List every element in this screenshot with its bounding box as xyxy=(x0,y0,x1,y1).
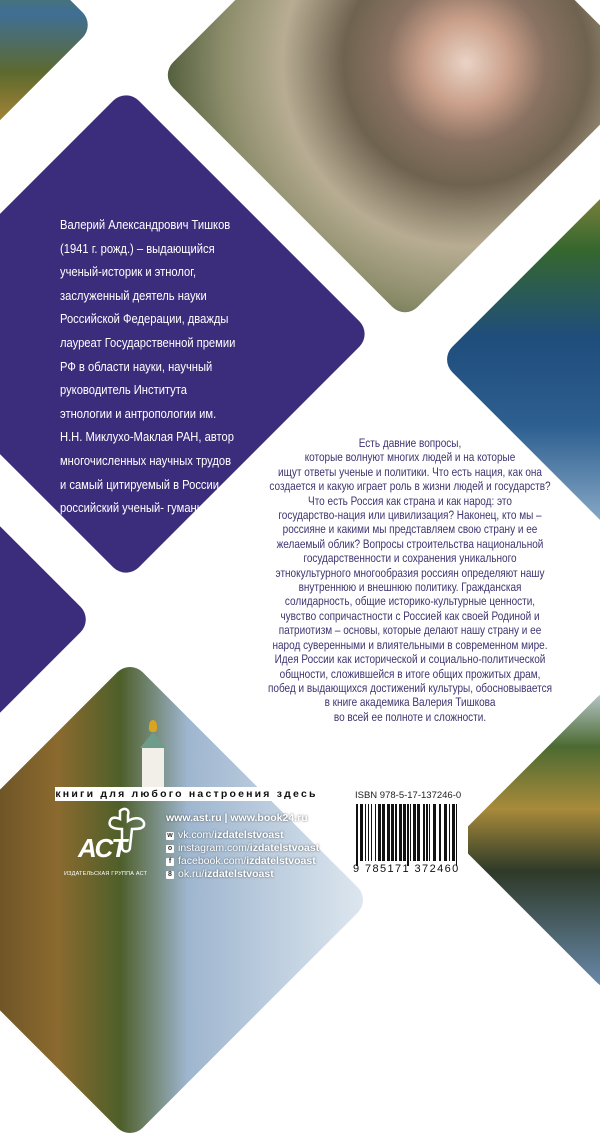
barcode-bars xyxy=(354,804,464,866)
logo-text: АСТ xyxy=(78,833,127,863)
annotation-line: общности, сложившейся в итоге общих прожитых драм, xyxy=(279,666,541,681)
bio-line: ученый-историк и этнолог, xyxy=(60,264,197,280)
link-handle: izdatelstvoast xyxy=(249,842,320,854)
bio-line: Российской Федерации, дважды xyxy=(60,311,229,327)
barcode-bar xyxy=(423,804,425,861)
social-link-ok[interactable] xyxy=(166,868,319,881)
annotation-line: создается и какую играет роль в жизни людей и государств? xyxy=(269,479,551,494)
annotation-line: государство-нация или цивилизация? Наконец, кто мы – xyxy=(278,508,542,523)
annotation-line: солидарность, общие историко-культурные ценности, xyxy=(284,594,536,609)
annotation-line: Идея России как исторической и социально-политической xyxy=(274,652,546,667)
websites-link[interactable]: www.ast.ru | www.book24.ru xyxy=(166,812,308,824)
link-handle: izdatelstvoast xyxy=(204,868,274,880)
barcode-bar xyxy=(365,804,366,861)
isbn-text: ISBN 978-5-17-137246-0 xyxy=(355,790,462,801)
barcode-bar xyxy=(456,804,457,866)
barcode-bar xyxy=(433,804,436,861)
annotation-line: народ суверенными и влиятельными в современном мире. xyxy=(272,637,548,652)
vk-icon: w xyxy=(167,831,173,839)
barcode-bar xyxy=(413,804,416,861)
barcode-bar xyxy=(410,804,411,861)
link-prefix: vk.com/ xyxy=(178,829,215,841)
bio-line: и самый цитируемый в России xyxy=(60,476,220,492)
annotation-line: во всей ее полноте и сложности. xyxy=(333,709,487,724)
annotation-line: государственности и сохранения уникального xyxy=(303,551,517,566)
barcode-bar xyxy=(378,804,381,861)
barcode-bar xyxy=(382,804,385,861)
bio-line: заслуженный деятель науки xyxy=(60,287,207,303)
bio-line: РФ в области науки, научный xyxy=(60,358,213,374)
link-handle: izdatelstvoast xyxy=(246,855,316,867)
barcode-bar xyxy=(429,804,430,861)
barcode-bar xyxy=(403,804,406,861)
logo-subtitle: ИЗДАТЕЛЬСКАЯ ГРУППА АСТ xyxy=(64,871,148,877)
barcode-digits: 9 785171 372460 xyxy=(353,863,460,875)
social-link-vk[interactable] xyxy=(166,829,319,842)
bio-line: Валерий Александрович Тишков xyxy=(60,217,231,232)
facebook-icon: f xyxy=(166,858,174,866)
link-handle: izdatelstvoast xyxy=(214,829,284,841)
barcode-bar xyxy=(444,804,447,861)
barcode-bar xyxy=(452,804,455,861)
barcode-bar xyxy=(417,804,420,861)
book-annotation xyxy=(205,436,600,724)
annotation-line: Есть давние вопросы, xyxy=(358,436,462,450)
publisher-tagline: книги для любого настроения здесь xyxy=(55,788,318,800)
barcode-bar xyxy=(356,804,358,866)
bio-line: этнологии и антропологии им. xyxy=(60,405,217,421)
barcode-bar xyxy=(360,804,363,861)
annotation-line: россияне и какими мы представляем свою страну и ее xyxy=(282,522,538,537)
barcode-bar xyxy=(375,804,376,861)
bio-line: многочисленных научных трудов xyxy=(60,452,232,468)
forest-lake-photo xyxy=(454,684,600,995)
annotation-line: которые волнуют многих людей и на которые xyxy=(304,450,516,465)
social-link-facebook[interactable] xyxy=(166,855,319,868)
publisher-links xyxy=(166,812,319,881)
bio-line: Н.Н. Миклухо-Маклая РАН, автор xyxy=(60,429,234,445)
bio-line: лауреат Государственной премии xyxy=(60,334,236,350)
bio-line: руководитель Института xyxy=(60,382,187,398)
annotation-line: побед и выдающихся достижений культуры, обосновывается xyxy=(267,680,553,695)
barcode-bar xyxy=(407,804,409,866)
barcode-bar xyxy=(399,804,402,861)
barcode-bar xyxy=(387,804,390,861)
barcode-bar xyxy=(395,804,397,861)
church-icon xyxy=(136,720,170,790)
link-prefix: instagram.com/ xyxy=(178,842,250,854)
odnoklassniki-icon: 8 xyxy=(166,871,174,879)
isbn-barcode xyxy=(350,790,468,880)
annotation-line: Что есть Россия как страна и как народ: это xyxy=(308,493,512,508)
annotation-line: чувство сопричастности с Россией как своей Родиной и xyxy=(280,608,540,623)
annotation-line: патриотизм – основы, которые делают нашу страну и ее xyxy=(278,623,542,638)
barcode-bar xyxy=(391,804,394,861)
annotation-line: желаемый облик? Вопросы строительства национальной xyxy=(276,536,544,551)
link-prefix: ok.ru/ xyxy=(178,868,205,880)
barcode-bar xyxy=(426,804,428,861)
barcode-bar xyxy=(449,804,450,861)
barcode-bar xyxy=(439,804,441,861)
bio-line: российский ученый- гуманитарий. xyxy=(60,500,237,516)
annotation-line: в книге академика Валерия Тишкова xyxy=(324,695,496,710)
annotation-line: внутреннюю и внешнюю политику. Гражданская xyxy=(298,580,522,595)
barcode-bar xyxy=(368,804,369,861)
barcode-bar xyxy=(371,804,372,861)
link-prefix: facebook.com/ xyxy=(178,855,247,867)
lake-islands-photo xyxy=(0,0,95,145)
church-on-lake-photo xyxy=(0,660,370,1140)
social-link-instagram[interactable] xyxy=(166,842,319,855)
bio-line: (1941 г. рожд.) – выдающийся xyxy=(60,240,215,256)
annotation-line: этнокультурного многообразия россиян определяют нашу xyxy=(275,565,545,580)
annotation-line: ищут ответы ученые и политики. Что есть нация, как она xyxy=(277,464,542,479)
instagram-icon: o xyxy=(167,844,173,852)
